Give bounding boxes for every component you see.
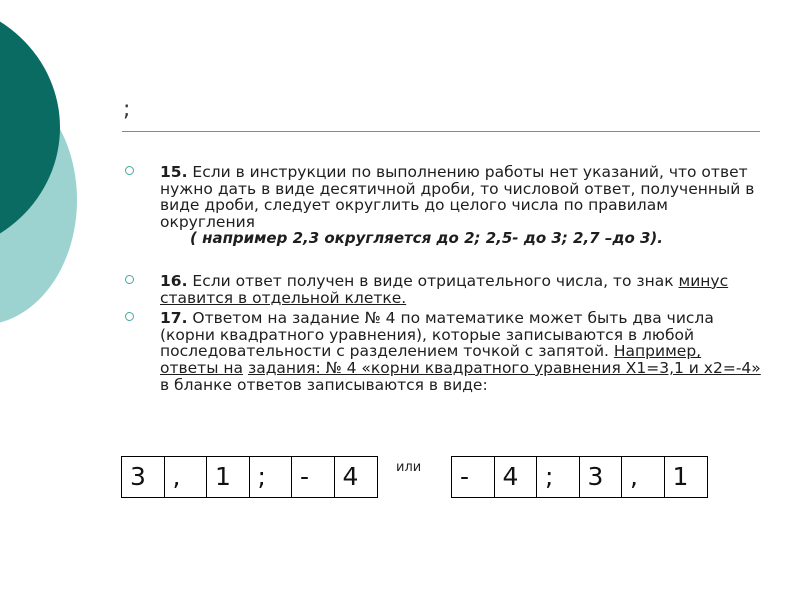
or-label: или <box>396 460 422 475</box>
grid-cell: 1 <box>207 457 250 497</box>
item-17-body: Ответом на задание № 4 по математике может быть два числа (корни квадратного уравнения), которые записываются в любой последовательности с разделением точкой с запятой. <box>160 309 714 361</box>
item-16-underlined: минус ставится в отдельной клетке. <box>160 271 729 307</box>
grid-cell: 1 <box>672 462 689 491</box>
title-divider <box>122 131 760 132</box>
grid-cell: , <box>622 457 665 497</box>
item-15-number: 15. <box>160 163 188 181</box>
item-17-number: 17. <box>160 309 188 328</box>
slide-content <box>122 164 762 393</box>
grid-cell: ; <box>250 457 293 497</box>
grid-cell: 4 <box>342 462 359 491</box>
answer-grid-left <box>121 456 378 498</box>
list-item-17 <box>122 310 762 393</box>
item-16-number: 16. <box>160 271 188 290</box>
circle-bullet-icon <box>125 275 134 284</box>
circle-bullet-icon <box>125 166 134 175</box>
item-16-body: Если ответ получен в виде отрицательного числа, то знак <box>187 271 679 290</box>
item-17-underlined-1: Например, ответы на <box>160 342 702 377</box>
grid-cell: , <box>165 457 208 497</box>
list-item-15 <box>122 164 762 247</box>
circle-bullet-icon <box>125 312 134 321</box>
item-17-underlined-2: задания: № 4 «корни квадратного уравнения X1=3,1 и x2=-4» <box>247 358 761 377</box>
item-17-text <box>160 310 762 393</box>
grid-cell: - <box>292 457 335 497</box>
slide-title: ; <box>123 97 131 122</box>
grid-cell: 3 <box>580 457 623 497</box>
item-16-text <box>160 273 762 306</box>
grid-cell: ; <box>537 457 580 497</box>
grid-cell: 3 <box>122 457 165 497</box>
grid-cell: 4 <box>495 457 538 497</box>
item-17-end: в бланке ответов записываются в виде: <box>160 375 488 394</box>
list-item-16 <box>122 273 762 306</box>
answer-grid-right <box>451 456 708 498</box>
item-15-text <box>160 164 762 230</box>
item-15-body: Если в инструкции по выполнению работы нет указаний, что ответ нужно дать в виде десятичной дроби, то числовой ответ, полученный в виде дроби, следует округлить до целого числа по правилам округления <box>160 163 755 231</box>
item-15-example: ( например 2,3 округляется до 2; 2,5- до 3; 2,7 –до 3). <box>190 229 663 248</box>
grid-cell: - <box>452 457 495 497</box>
